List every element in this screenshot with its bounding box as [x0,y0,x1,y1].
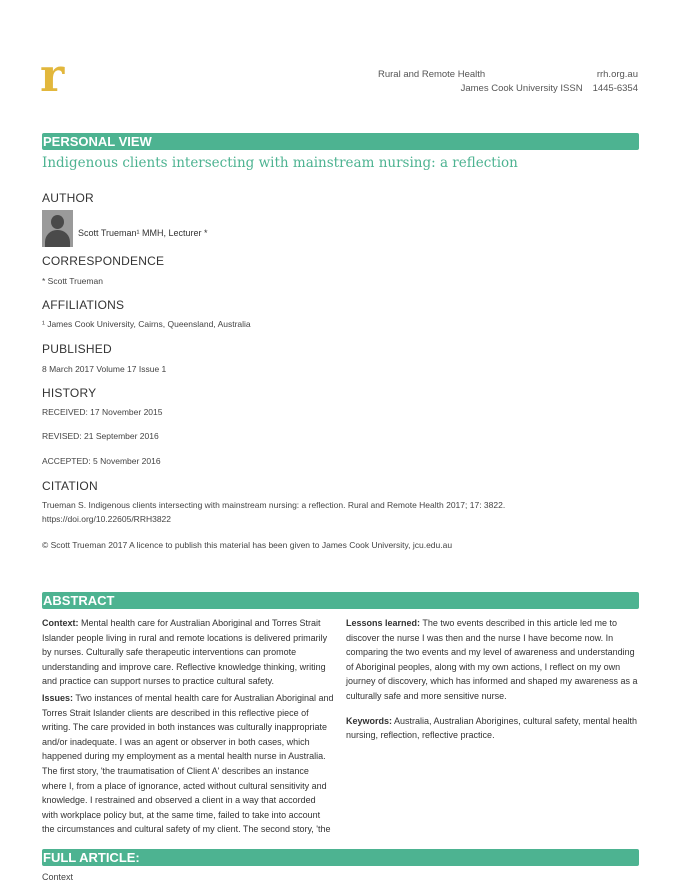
issues-text: Two instances of mental health care for Australian Aboriginal and Torres Strait Islander clients are described in this reflective piece of writing. The care provided in both instances was culturally inappropriate and/or inadequate. I was an agent or observer in both cases, which happened during my employment as a mental health nurse in Australia. The first story, 'the traumatisation of Client A' describes an instance where I, from a place of ignorance, acted without cultural sensitivity and knowledge. I restrained and observed a client in a way that accorded with workplace policy but, at the same time, failed to take into account the circumstances and cultural safety of my client. The second story, 'the [42,692,334,835]
published-heading: PUBLISHED [42,342,112,356]
correspondence-heading: CORRESPONDENCE [42,254,165,268]
journal-header [378,68,638,96]
journal-name: Rural and Remote Health [378,69,486,80]
journal-site[interactable]: rrh.org.au [596,69,638,80]
abstract-column-right [346,616,638,745]
journal-logo: r [40,48,65,102]
history-heading: HISTORY [42,386,97,400]
personal-view-bar: PERSONAL VIEW [42,133,639,150]
lessons-text: The two events described in this article led me to discover the nurse I was then and the nurse I have become now. In comparing the two events and my level of awareness and understanding of Aboriginal peoples, along with my own actions, I reflect on my own journey of discovery, which has informed and shaped my awareness as a culturally safe and more sensitive nurse. [346,618,638,701]
publisher: James Cook University ISSN [460,83,583,94]
author-name[interactable]: Scott Trueman¹ MMH, Lecturer * [78,228,208,238]
citation-text: Trueman S. Indigenous clients intersecting with mainstream nursing: a reflection. Rural and Remote Health 2017; 17: 3822. [42,500,506,510]
full-article-bar: FULL ARTICLE: [42,849,639,866]
keywords-text: Australia, Australian Aborigines, cultural safety, mental health nursing, reflection, reflective practice. [346,715,637,741]
history-accepted: ACCEPTED: 5 November 2016 [42,456,161,466]
published-text: 8 March 2017 Volume 17 Issue 1 [42,364,167,374]
issn: 1445-6354 [592,83,638,94]
correspondence-text: * Scott Trueman [42,276,103,286]
history-received: RECEIVED: 17 November 2015 [42,407,163,417]
keywords-label: Keywords: [346,715,393,726]
author-heading: AUTHOR [42,191,94,205]
context-text: Mental health care for Australian Aboriginal and Torres Strait Islander people living in rural and remote locations is delivered primarily by nurses. Culturally safe therapeutic interventions can promote understanding and improve care. Reflective knowledge thinking, writing and practice can support nurses to practice cultural safety. [42,618,328,687]
lessons-label: Lessons learned: [346,618,421,628]
citation-heading: CITATION [42,479,98,493]
abstract-bar: ABSTRACT [42,592,639,609]
abstract-column-left [42,616,334,838]
affiliations-heading: AFFILIATIONS [42,298,125,312]
affiliations-text: ¹ James Cook University, Cairns, Queensland, Australia [42,319,251,329]
author-avatar [42,210,73,247]
full-article-context: Context [42,872,74,882]
context-label: Context: [42,618,79,628]
article-title: Indigenous clients intersecting with mainstream nursing: a reflection [42,155,518,171]
citation-doi-link[interactable]: https://doi.org/10.22605/RRH3822 [42,514,172,524]
history-revised: REVISED: 21 September 2016 [42,431,159,441]
license-text: © Scott Trueman 2017 A licence to publish this material has been given to James Cook University, jcu.edu.au [42,540,453,550]
issues-label: Issues: [42,692,74,703]
